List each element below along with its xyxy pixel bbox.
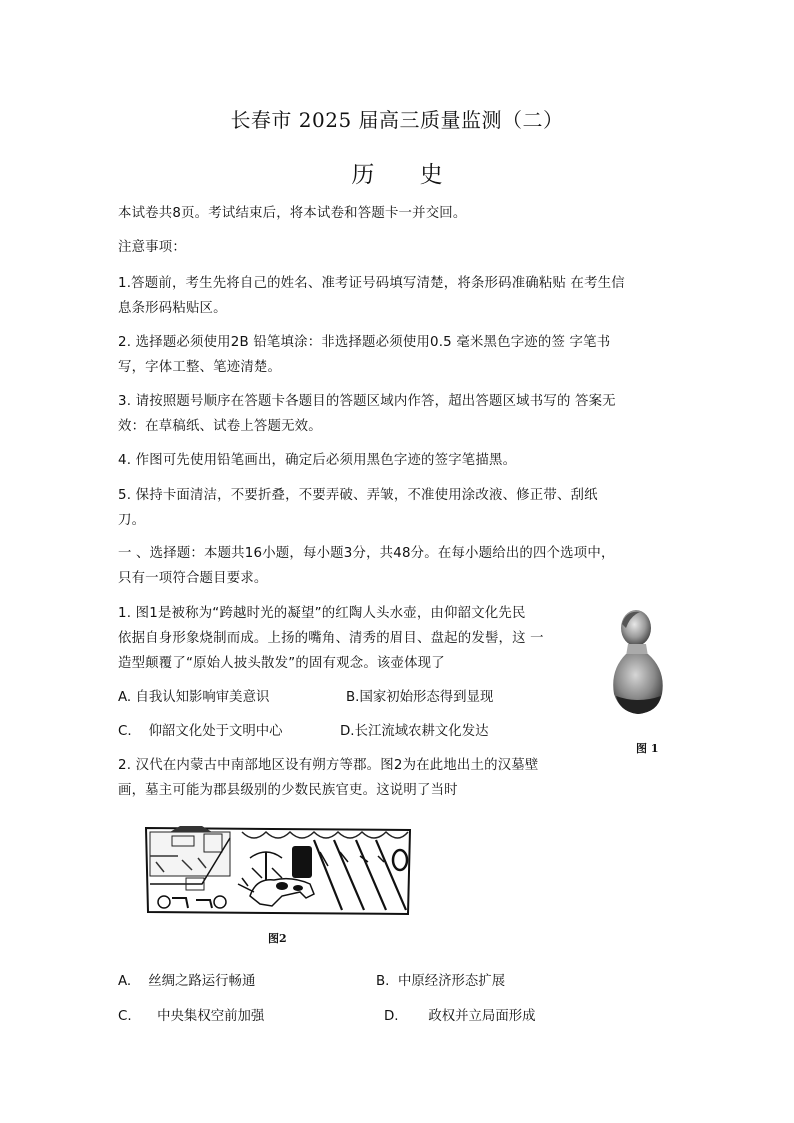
section-heading-line2: 只有一项符合题目要求。 (118, 571, 268, 586)
q1-option-d[interactable] (340, 720, 488, 739)
subject-title: 历 史 (351, 162, 443, 188)
notice-item-3-line2: 效：在草稿纸、试卷上答题无效。 (118, 419, 322, 434)
option-text: 中央集权空前加强 (157, 1009, 265, 1024)
q2-stem-line1: 2. 汉代在内蒙古中南部地区设有朔方等郡。图2为在此地出土的汉墓壁 (118, 758, 539, 773)
option-text: 仰韶文化处于文明中心 (148, 724, 283, 739)
notice-item-2-line1: 2. 选择题必须使用2B 铅笔填涂：非选择题必须使用0.5 毫米黑色字迹的签 字笔书 (118, 335, 611, 350)
option-label: C. (118, 1009, 132, 1024)
notice-item-2-line2: 写，字体工整、笔迹清楚。 (118, 360, 282, 375)
notice-heading: 注意事项： (118, 240, 186, 255)
notice-item-1-line1: 1.答题前，考生先将自己的姓名、准考证号码填写清楚，将条形码准确粘贴 在考生信 (118, 276, 625, 291)
option-label: D. (384, 1009, 399, 1024)
exam-title: 长春市 2025 届高三质量监测（二） (230, 108, 564, 132)
option-label: B. (346, 690, 360, 705)
intro-text: 本试卷共8页。考试结束后，将本试卷和答题卡一并交回。 (118, 206, 467, 221)
notice-item-5-line1: 5. 保持卡面清洁，不要折叠，不要弄破、弄皱，不准使用涂改液、修正带、刮纸 (118, 488, 598, 503)
option-text: 政权并立局面形成 (428, 1009, 536, 1024)
q2-option-d[interactable] (384, 1005, 536, 1024)
figure-2-han-tomb-mural-image (142, 822, 414, 918)
option-text: 中原经济形态扩展 (397, 974, 506, 989)
notice-item-4-line1: 4. 作图可先使用铅笔画出，确定后必须用黑色字迹的签字笔描黑。 (118, 453, 517, 468)
q2-stem-line2: 画，墓主可能为郡县级别的少数民族官吏。这说明了当时 (118, 783, 458, 798)
q1-option-b[interactable] (346, 686, 493, 705)
figure-2-caption: 图2 (268, 932, 287, 945)
q2-option-c[interactable] (118, 1005, 264, 1024)
option-text: 国家初始形态得到显现 (359, 690, 494, 705)
option-text: 长江流域农耕文化发达 (354, 724, 489, 739)
option-label: B. (376, 974, 390, 989)
q1-stem-line3: 造型颠覆了“原始人披头散发”的固有观念。该壶体现了 (118, 656, 445, 671)
q1-option-a[interactable] (118, 686, 269, 705)
option-label: D. (340, 724, 355, 739)
option-text: 自我认知影响审美意识 (135, 690, 270, 705)
option-label: A. (118, 690, 132, 705)
q1-stem-line1: 1. 图1是被称为“跨越时光的凝望”的红陶人头水壶，由仰韶文化先民 (118, 606, 526, 621)
section-heading-line1: 一 、选择题：本题共16小题，每小题3分，共48分。在每小题给出的四个选项中， (118, 546, 615, 561)
option-label: C. (118, 724, 132, 739)
notice-item-5-line2: 刀。 (118, 513, 146, 528)
notice-item-1-line2: 息条形码粘贴区。 (118, 301, 227, 316)
q2-option-b[interactable] (376, 970, 505, 989)
q1-stem-line2: 依据自身形象烧制而成。上扬的嘴角、清秀的眉目、盘起的发髻，这 一 (118, 631, 544, 646)
q2-option-a[interactable] (118, 970, 255, 989)
figure-1-caption: 图 1 (636, 742, 659, 755)
option-label: A. (118, 974, 132, 989)
figure-1-pottery-jar-image (608, 608, 668, 728)
q1-option-c[interactable] (118, 720, 283, 739)
option-text: 丝绸之路运行畅通 (148, 974, 256, 989)
notice-item-3-line1: 3. 请按照题号顺序在答题卡各题目的答题区域内作答，超出答题区域书写的 答案无 (118, 394, 616, 409)
